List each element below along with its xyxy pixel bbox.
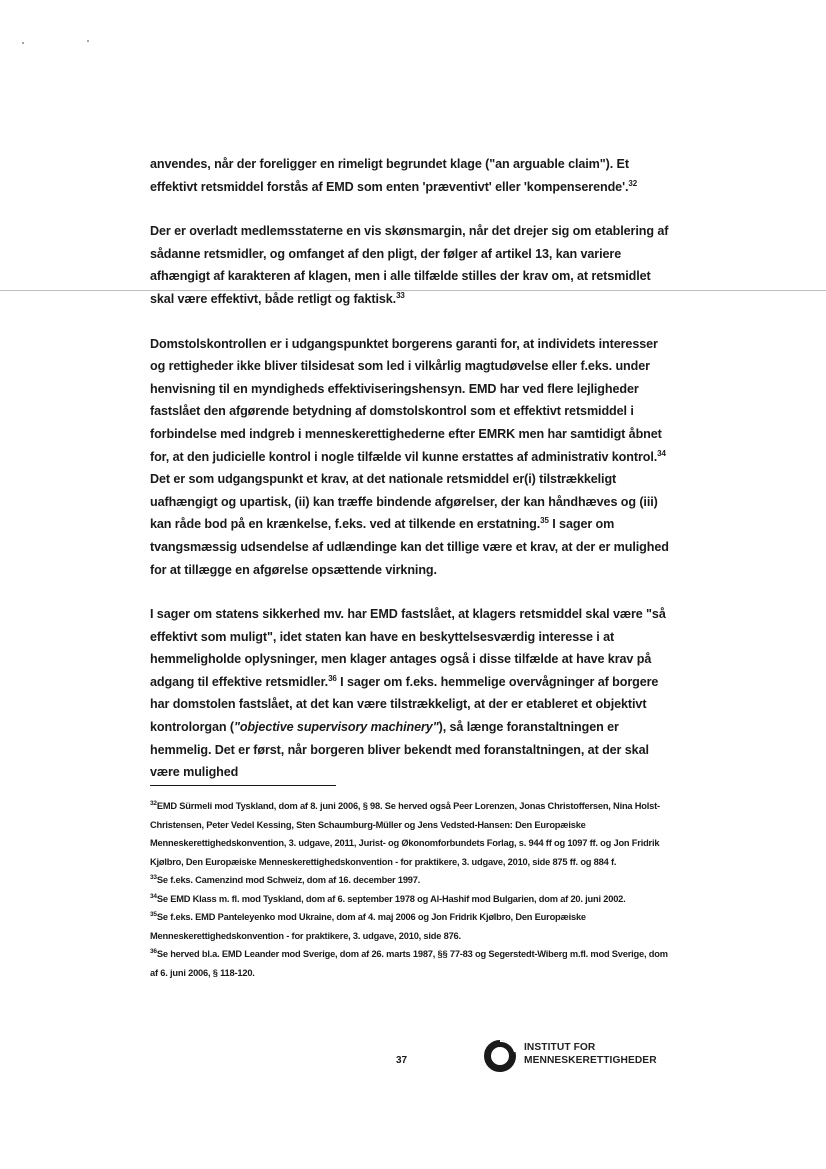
- page-number: 37: [396, 1055, 408, 1066]
- footnote-ref-36[interactable]: 36: [328, 673, 337, 683]
- institution-logo: [482, 1037, 682, 1077]
- footnote-ref-33[interactable]: 33: [396, 290, 405, 300]
- footnote-33: $^{33}$Se f.eks. Camenzind mod Schweiz, dom af 16. december 1997.: [150, 873, 421, 885]
- scan-speck: [22, 42, 24, 44]
- body-text: [150, 153, 670, 806]
- footnote-35: $^{35}$Se f.eks. EMD Panteleyenko mod Ukraine, dom af 4. maj 2006 og Jon Fridrik Kjølbro, Den Europæiske Menneskerettighedskonvention - for praktikere, 3. udgave, 2010, side 876.: [150, 910, 586, 941]
- footnote-separator: [150, 785, 336, 786]
- footnote-ref-34[interactable]: 34: [657, 448, 666, 458]
- circle-ring-logo-icon: [482, 1038, 518, 1074]
- logo-line-1: INSTITUT FOR: [524, 1042, 596, 1053]
- footnote-ref-32[interactable]: 32: [628, 178, 638, 188]
- footnote-32: $^{32}$EMD Sürmeli mod Tyskland, dom af 8. juni 2006, § 98. Se herved også Peer Lorenzen, Jonas Christoffersen, Nina Holst-Christensen, Peter Vedel Kessing, Sten Schaumburg-Müller og Jens Vedsted-Hansen: Den Europæiske Menneskerettighedskonvention, 3. udgave, 2011, Jurist- og Økonomforbundets Forlag, s. 944 ff og 1097 ff. og Jon Fridrik Kjølbro, Den Europæiske Menneskerettighedskonvention - for praktikere, 3. udgave, 2010, side 875 ff. og 884 f.: [150, 799, 660, 867]
- footnote-36: $^{36}$Se herved bl.a. EMD Leander mod Sverige, dom af 26. marts 1987, §§ 77-83 og Segerstedt-Wiberg m.fl. mod Sverige, dom af 6. juni 2006, § 118-120.: [150, 947, 668, 978]
- footnotes: [150, 797, 670, 982]
- footnote-34: $^{34}$Se EMD Klass m. fl. mod Tyskland, dom af 6. september 1978 og Al-Hashif mod Bulgarien, dom af 20. juni 2002.: [150, 892, 626, 904]
- italic-term: "objective supervisory machinery": [233, 720, 439, 735]
- paragraph-4: I sager om statens sikkerhed mv. har EMD fastslået, at klagers retsmiddel skal være "så effektivt som muligt", idet staten kan have en beskyttelsesværdig interesse i at hemmeligholde oplysninger, men klager antages også i disse tilfælde at have krav på adgang til effektive retsmidler.$^{36}$ I sager om f.eks. hemmelige overvågninger af borgere har domstolen fastslået, at det kan være tilstrækkeligt, at der er etableret et objektivt kontrolorgan ("objective supervisory machinery"), så længe foranstaltningen er hemmelig. Det er først, når borgeren bliver bekendt med foranstaltningen, at der skal være mulighed: [150, 607, 666, 780]
- paragraph-1: anvendes, når der foreligger en rimeligt begrundet klage ("an arguable claim"). Et effektivt retsmiddel forstås af EMD som enten 'præventivt' eller 'kompenserende'.$^{32}$: [150, 157, 638, 194]
- logo-text: [524, 1041, 657, 1067]
- paragraph-2: Der er overladt medlemsstaterne en vis skønsmargin, når det drejer sig om etablering af sådanne retsmidler, og omfanget af den pligt, der følger af artikel 13, kan variere afhængigt af karakteren af klagen, men i alle tilfælde stilles der krav om, at retsmidlet skal være effektivt, både retligt og faktisk.$^{33}$: [150, 224, 669, 306]
- scan-speck: [87, 40, 89, 42]
- paragraph-3: Domstolskontrollen er i udgangspunktet borgerens garanti for, at individets interesser og rettigheder ikke bliver tilsidesat som led i vilkårlig magtudøvelse eller f.eks. under henvisning til en myndigheds effektiviseringshensyn. EMD har ved flere lejligheder fastslået den afgørende betydning af domstolskontrol som et effektivt retsmiddel i forbindelse med indgreb i menneskerettighederne efter EMRK men har samtidigt åbnet for, at den judicielle kontrol i nogle tilfælde vil kunne erstattes af administrativ kontrol.$^{34}$ Det er som udgangspunkt et krav, at det nationale retsmiddel er(i) tilstrækkeligt uafhængigt og upartisk, (ii) kan træffe bindende afgørelser, der kan håndhæves og (iii) kan råde bod på en krænkelse, f.eks. ved at tilkende en erstatning.$^{35}$ I sager om tvangsmæssig udsendelse af udlændinge kan det tillige være et krav, at der er mulighed for at tillægge en afgørelse opsættende virkning.: [150, 336, 669, 577]
- logo-line-2: MENNESKERETTIGHEDER: [524, 1055, 657, 1066]
- footnote-ref-35[interactable]: 35: [540, 516, 549, 526]
